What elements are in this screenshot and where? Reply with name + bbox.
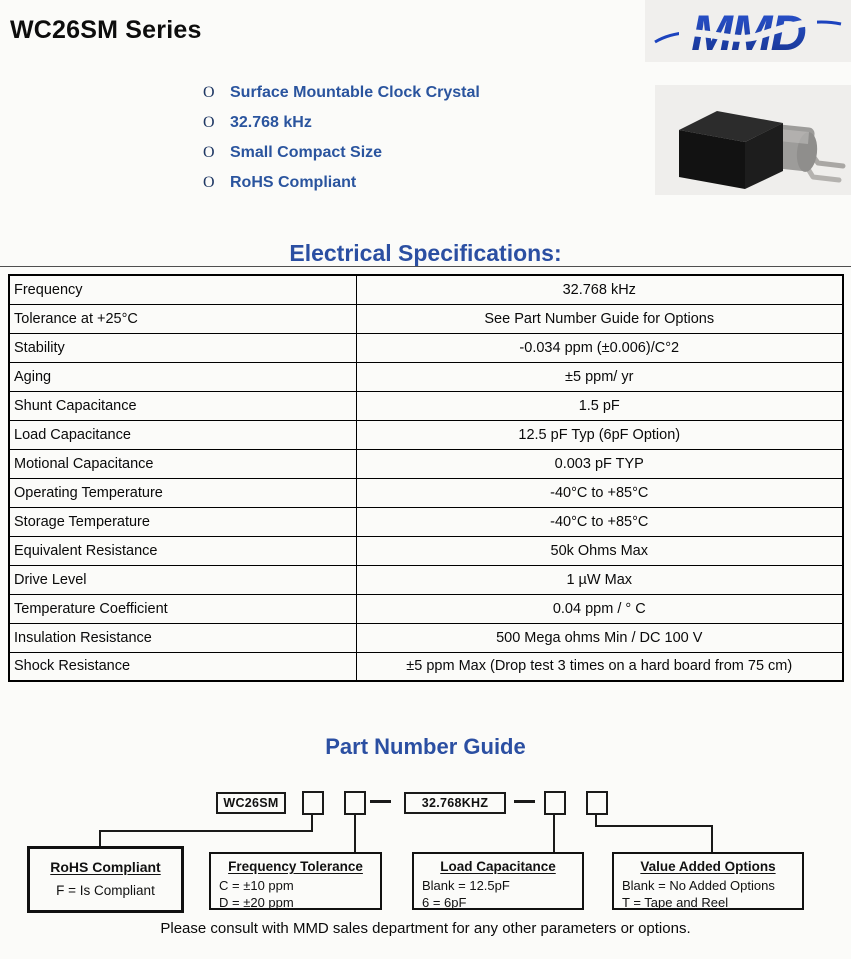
feature-item — [203, 138, 480, 168]
bullet-icon: O — [203, 114, 215, 131]
spec-value: -0.034 ppm (±0.006)/C°2 — [356, 333, 843, 362]
spec-value: 0.003 pF TYP — [356, 449, 843, 478]
spec-parameter: Tolerance at +25°C — [9, 304, 356, 333]
spec-parameter: Shunt Capacitance — [9, 391, 356, 420]
callout-title: RoHS Compliant — [50, 859, 161, 875]
table-row — [9, 275, 843, 304]
connector-line — [99, 830, 101, 847]
crystal-image-icon — [655, 85, 851, 195]
table-row — [9, 333, 843, 362]
table-row — [9, 420, 843, 449]
mmd-logo-icon — [653, 4, 843, 58]
spec-parameter: Storage Temperature — [9, 507, 356, 536]
callout-line: Blank = 12.5pF — [422, 878, 510, 893]
callout-title: Load Capacitance — [440, 859, 556, 874]
table-row — [9, 594, 843, 623]
spec-parameter: Shock Resistance — [9, 652, 356, 681]
callout-rohs — [27, 846, 184, 913]
callout-title: Value Added Options — [640, 859, 776, 874]
pn-dash — [514, 800, 535, 803]
brand-logo — [645, 0, 851, 62]
table-row — [9, 478, 843, 507]
bullet-icon: O — [203, 84, 215, 101]
spec-table — [8, 274, 844, 682]
pn-base-box: WC26SM — [216, 792, 286, 814]
bullet-icon: O — [203, 174, 215, 191]
feature-item — [203, 108, 480, 138]
pn-option-box-rohs — [302, 791, 324, 815]
spec-parameter: Drive Level — [9, 565, 356, 594]
spec-value: 32.768 kHz — [356, 275, 843, 304]
spec-parameter: Stability — [9, 333, 356, 362]
connector-line — [553, 815, 555, 853]
callout-load-capacitance — [412, 852, 584, 910]
callout-line: D = ±20 ppm — [219, 895, 294, 910]
spec-value: -40°C to +85°C — [356, 478, 843, 507]
callout-line: Blank = No Added Options — [622, 878, 775, 893]
svg-text:MMD: MMD — [691, 5, 805, 58]
electrical-specifications-heading: Electrical Specifications: — [289, 240, 562, 266]
bullet-icon: O — [203, 144, 215, 161]
product-photo — [655, 85, 851, 195]
connector-line — [595, 825, 713, 827]
callout-value-added-options — [612, 852, 804, 910]
table-row — [9, 507, 843, 536]
pn-option-box-value — [586, 791, 608, 815]
spec-value: 500 Mega ohms Min / DC 100 V — [356, 623, 843, 652]
spec-value: 0.04 ppm / ° C — [356, 594, 843, 623]
spec-parameter: Operating Temperature — [9, 478, 356, 507]
feature-label: Surface Mountable Clock Crystal — [230, 84, 480, 101]
spec-value: 12.5 pF Typ (6pF Option) — [356, 420, 843, 449]
spec-value: ±5 ppm Max (Drop test 3 times on a hard board from 75 cm) — [356, 652, 843, 681]
spec-parameter: Aging — [9, 362, 356, 391]
table-row — [9, 565, 843, 594]
feature-item — [203, 78, 480, 108]
callout-line: 6 = 6pF — [422, 895, 467, 910]
callout-title: Frequency Tolerance — [228, 859, 363, 874]
table-row — [9, 449, 843, 478]
spec-parameter: Temperature Coefficient — [9, 594, 356, 623]
table-row — [9, 362, 843, 391]
feature-label: 32.768 kHz — [230, 114, 312, 131]
pn-option-box-load — [544, 791, 566, 815]
pn-dash — [370, 800, 391, 803]
connector-line — [354, 815, 356, 853]
callout-line: C = ±10 ppm — [219, 878, 294, 893]
spec-value: 1.5 pF — [356, 391, 843, 420]
callout-line: T = Tape and Reel — [622, 895, 729, 910]
spec-value: See Part Number Guide for Options — [356, 304, 843, 333]
feature-label: RoHS Compliant — [230, 174, 357, 191]
connector-line — [99, 830, 313, 832]
spec-parameter: Frequency — [9, 275, 356, 304]
table-row — [9, 536, 843, 565]
table-row — [9, 391, 843, 420]
callout-frequency-tolerance — [209, 852, 382, 910]
part-number-guide-heading: Part Number Guide — [325, 734, 526, 759]
table-row — [9, 652, 843, 681]
feature-list — [203, 78, 480, 198]
spec-parameter: Insulation Resistance — [9, 623, 356, 652]
spec-value: 1 µW Max — [356, 565, 843, 594]
footer-note: Please consult with MMD sales department for any other parameters or options. — [160, 920, 691, 937]
table-row — [9, 304, 843, 333]
page-title: WC26SM Series — [10, 16, 202, 44]
feature-item — [203, 168, 480, 198]
callout-line: F = Is Compliant — [56, 883, 155, 898]
connector-line — [711, 825, 713, 853]
spec-parameter: Load Capacitance — [9, 420, 356, 449]
pn-option-box-tolerance — [344, 791, 366, 815]
pn-frequency-box: 32.768KHZ — [404, 792, 506, 814]
spec-value: ±5 ppm/ yr — [356, 362, 843, 391]
feature-label: Small Compact Size — [230, 144, 383, 161]
spec-value: 50k Ohms Max — [356, 536, 843, 565]
spec-parameter: Motional Capacitance — [9, 449, 356, 478]
table-row — [9, 623, 843, 652]
spec-parameter: Equivalent Resistance — [9, 536, 356, 565]
spec-value: -40°C to +85°C — [356, 507, 843, 536]
section-divider — [0, 266, 851, 267]
